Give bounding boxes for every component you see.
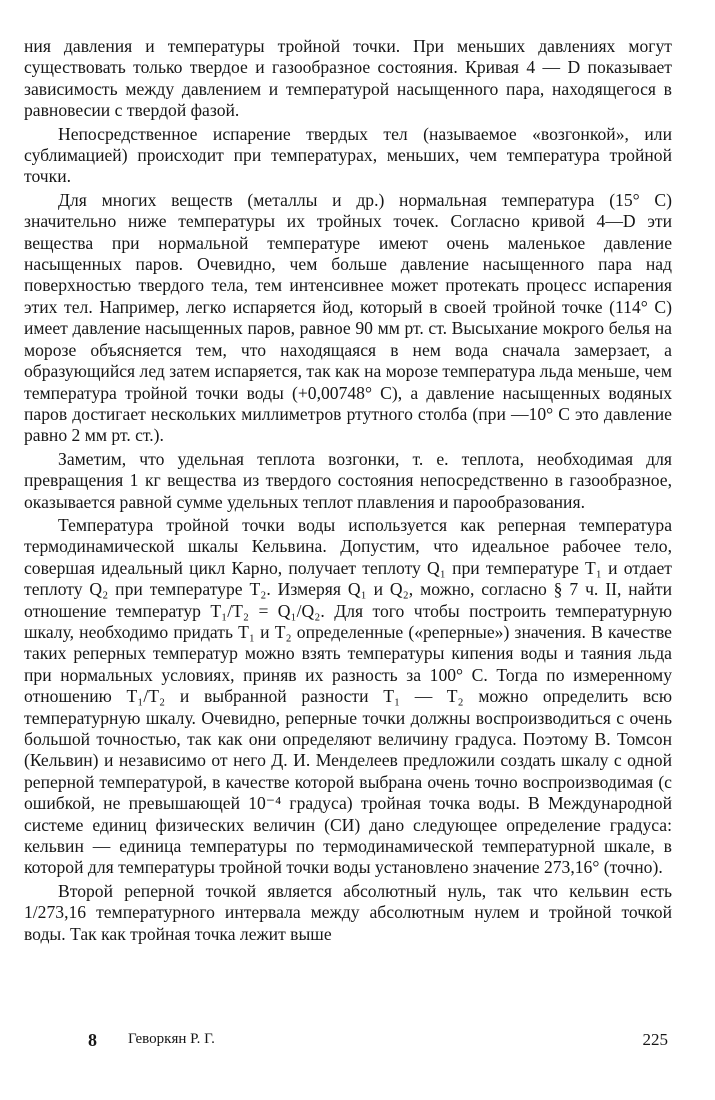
paragraph-6: Второй реперной точкой является абсолютный нуль, так что кельвин есть 1/273,16 температурного интервала между абсолютным нулем и тройной точкой воды. Так как тройная точка лежит выше	[24, 880, 672, 944]
signature-number: 8	[88, 1030, 97, 1050]
page-number: 225	[642, 1030, 668, 1049]
page-footer	[40, 1030, 668, 1054]
signature-name: Геворкян Р. Г.	[128, 1031, 215, 1047]
paragraph-2: Непосредственное испарение твердых тел (называемое «возгонкой», или сублимацией) происходит при температурах, меньших, чем температура тройной точки.	[24, 123, 672, 187]
page-body	[24, 36, 672, 947]
paragraph-5: Температура тройной точки воды используется как реперная температура термодинамической шкалы Кельвина. Допустим, что идеальное рабочее тело, совершая идеальный цикл Карно, получает теплоту Q₁ при температуре T₁ и отдает теплоту Q₂ при температуре T₂. Измеряя Q₁ и Q₂, можно, согласно § 7 ч. II, найти отношение температур T₁/T₂ = Q₁/Q₂. Для того чтобы построить температурную шкалу, необходимо придать T₁ и T₂ определенные («реперные») значения. В качестве таких реперных температур можно взять температуры кипения воды и таяния льда при нормальных условиях, приняв их разность за 100° С. Тогда по измеренному отношению T₁/T₂ и выбранной разности T₁ — T₂ можно определить всю температурную шкалу. Очевидно, реперные точки должны воспроизводиться с очень большой точностью, так как они определяют величину градуса. Поэтому В. Томсон (Кельвин) и независимо от него Д. И. Менделеев предложили создать шкалу с одной реперной температурой, в качестве которой выбрана очень точно воспроизводимая (с ошибкой, не превышающей 10⁻⁴ градуса) тройная точка воды. В Международной системе единиц физических величин (СИ) дано следующее определение градуса: кельвин — единица температуры по термодинамической температурной шкале, в которой для температуры тройной точки воды установлено значение 273,16° (точно).	[24, 514, 672, 878]
paragraph-1: ния давления и температуры тройной точки. При меньших давлениях могут существовать только твердое и газообразное состояния. Кривая 4 — D показывает зависимость между давлением и температурой насыщенного пара, находящегося в равновесии с твердой фазой.	[24, 36, 672, 121]
paragraph-3: Для многих веществ (металлы и др.) нормальная температура (15° С) значительно ниже температуры их тройных точек. Согласно кривой 4—D эти вещества при нормальной температуре имеют очень маленькое давление насыщенных паров. Очевидно, чем больше давление насыщенного пара над поверхностью твердого тела, тем интенсивнее может протекать процесс испарения этих тел. Например, легко испаряется йод, который в своей тройной точке (114° С) имеет давление насыщенных паров, равное 90 мм рт. ст. Высыхание мокрого белья на морозе объясняется тем, что находящаяся в нем вода сначала замерзает, а образующийся лед затем испаряется, так как на морозе температура льда меньше, чем температура тройной точки воды (+0,00748° С), а давление насыщенных водяных паров достигает нескольких миллиметров ртутного столба (при —10° С это давление равно 2 мм рт. ст.).	[24, 189, 672, 446]
paragraph-4: Заметим, что удельная теплота возгонки, т. е. теплота, необходимая для превращения 1 кг вещества из твердого состояния непосредственно в газообразное, оказывается равной сумме удельных теплот плавления и парообразования.	[24, 448, 672, 512]
